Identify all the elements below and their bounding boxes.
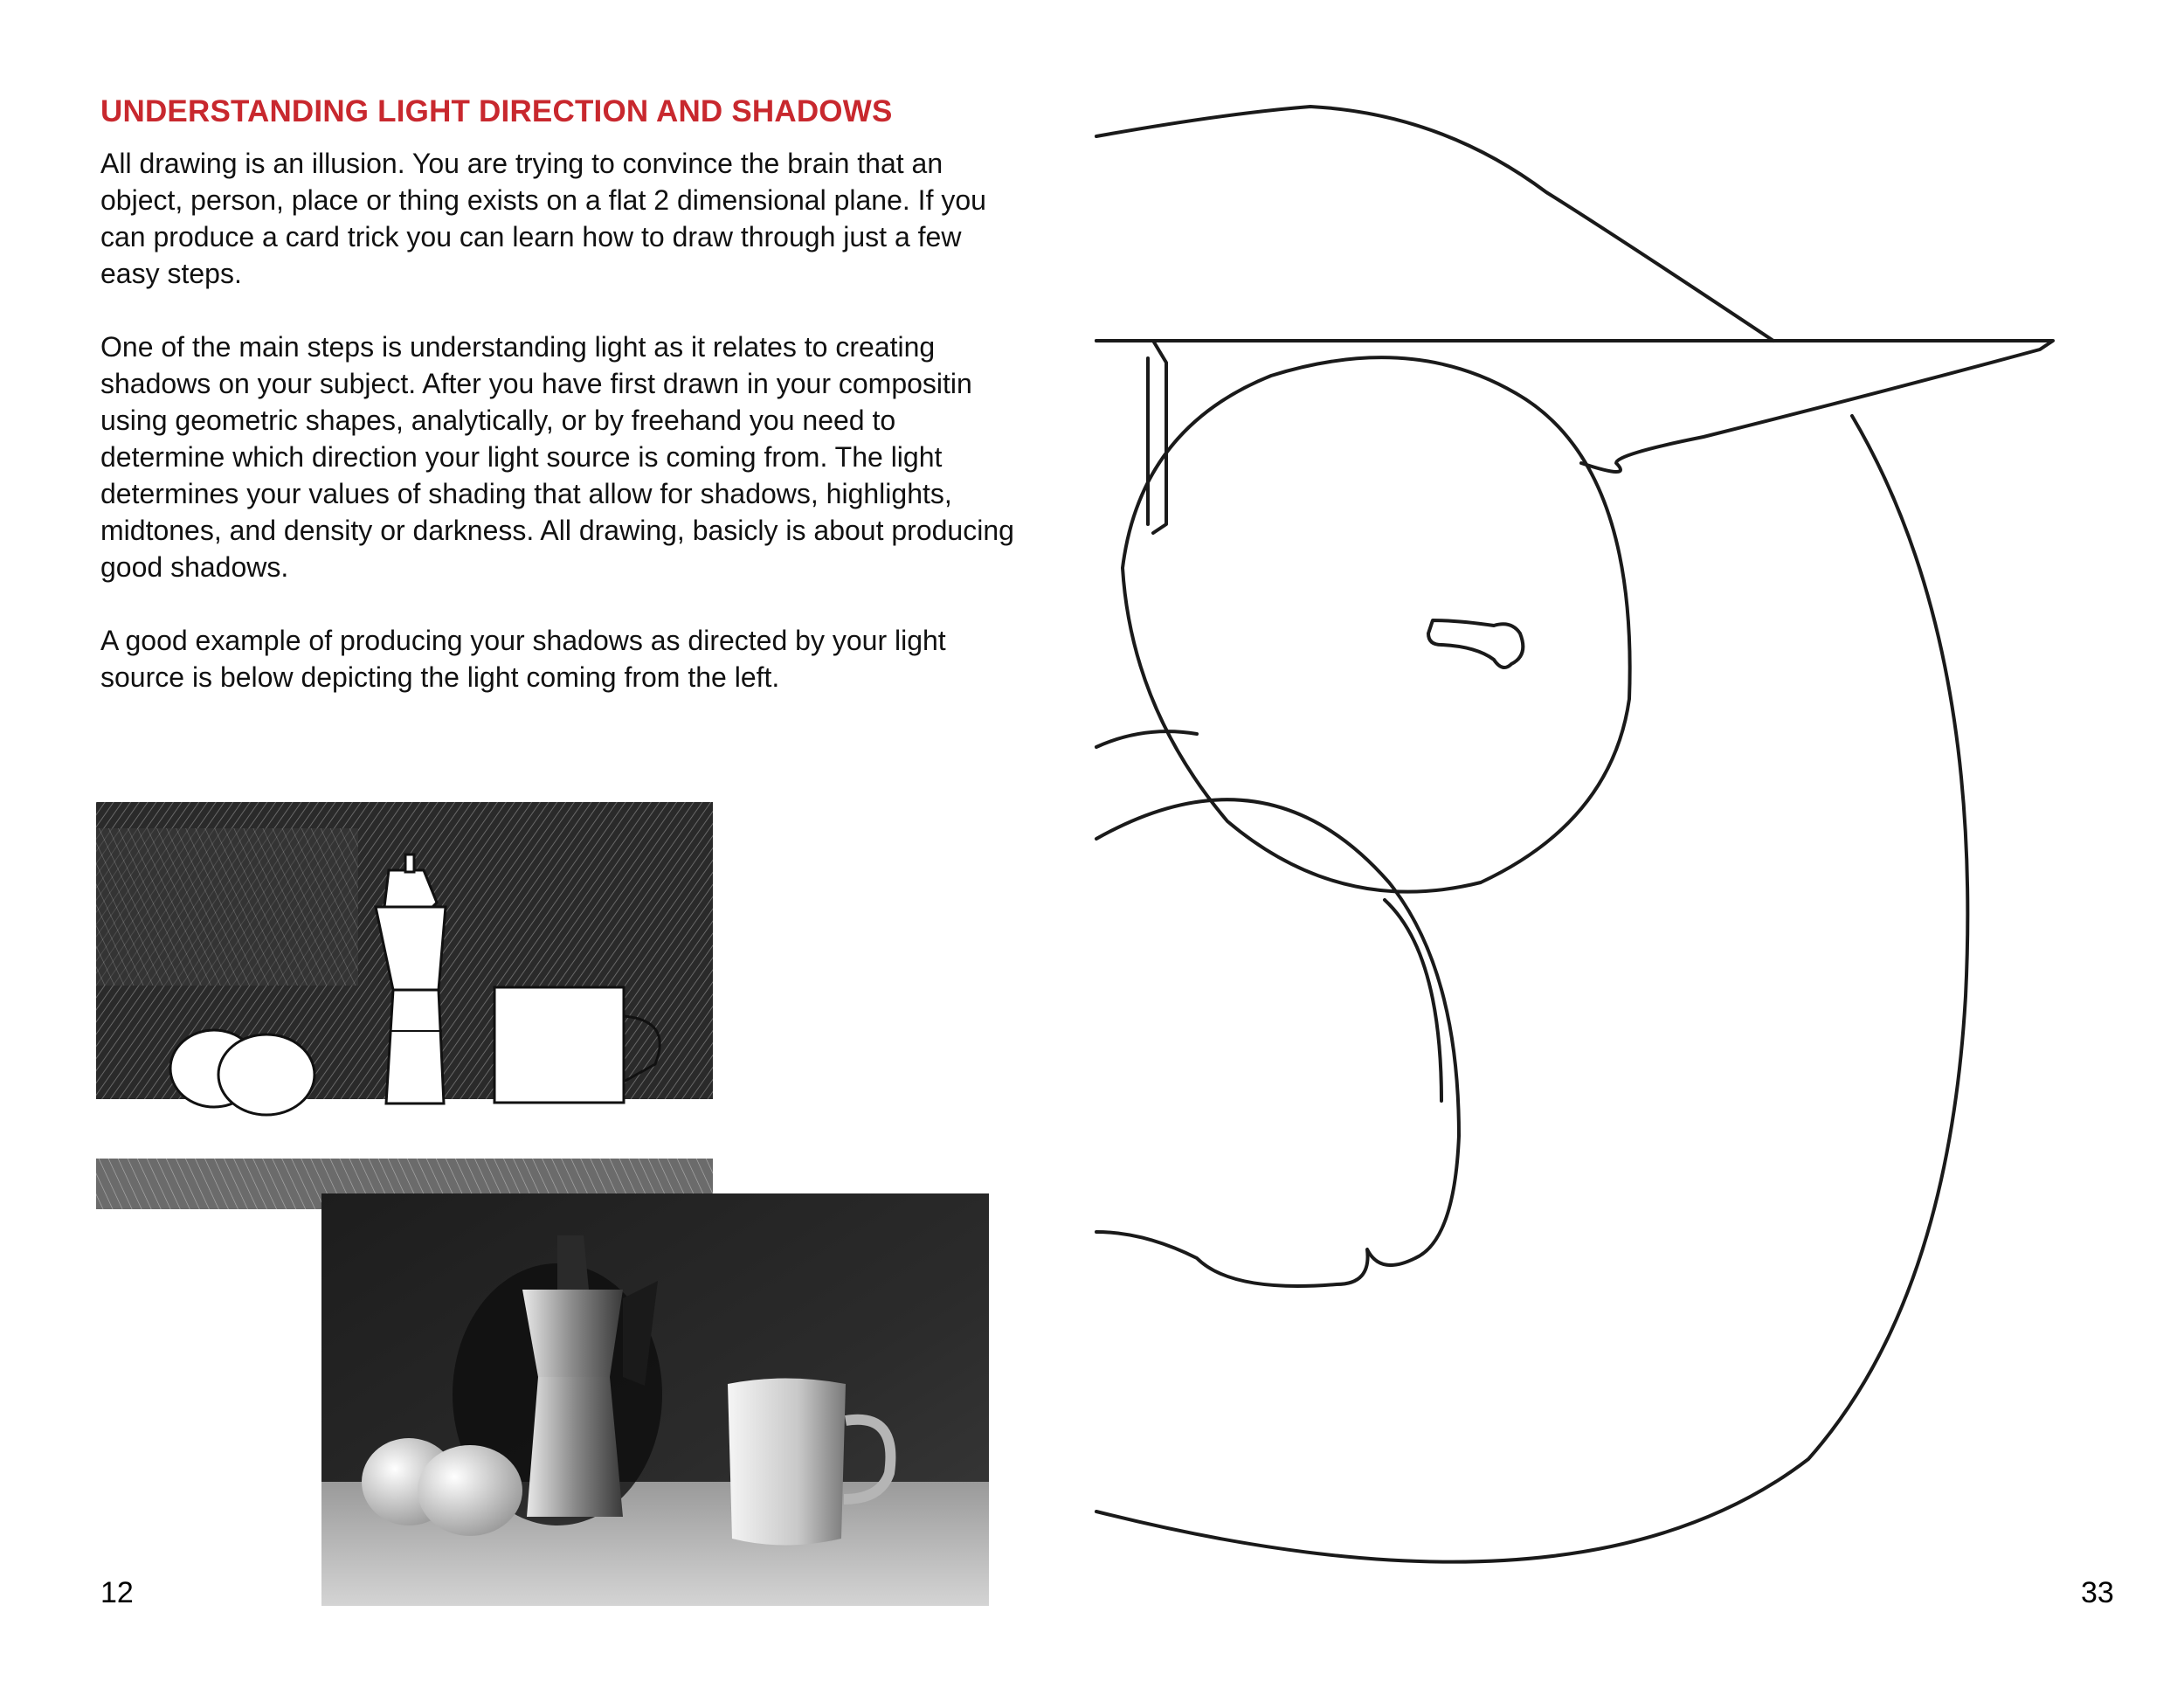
graphite-still-life-image [321, 1193, 989, 1606]
section-heading: UNDERSTANDING LIGHT DIRECTION AND SHADOWS [100, 94, 893, 128]
page-number-left: 12 [100, 1576, 134, 1609]
charcoal-sketch-image [96, 802, 713, 1209]
paragraph-3: A good example of producing your shadows as directed by your light source is below depicting the light coming from the left. [100, 625, 946, 693]
page-number-right: 33 [2081, 1576, 2114, 1609]
contour-line-drawing [1092, 96, 2079, 1564]
paragraph-2: One of the main steps is understanding light as it relates to creating shadows on your subject. After you have first drawn in your compositin using geometric shapes, analytically, or by freehand you need to determine which direction your light source is coming from. The light determines your values of shading that allow for shadows, highlights, midtones, and density or darkness. All drawing, basicly is about producing good shadows. [100, 331, 1014, 583]
body-text [100, 145, 1018, 732]
paragraph-1: All drawing is an illusion. You are trying to convince the brain that an object, person, place or thing exists on a flat 2 dimensional plane. If you can produce a card trick you can learn how to draw through just a few easy steps. [100, 148, 986, 289]
